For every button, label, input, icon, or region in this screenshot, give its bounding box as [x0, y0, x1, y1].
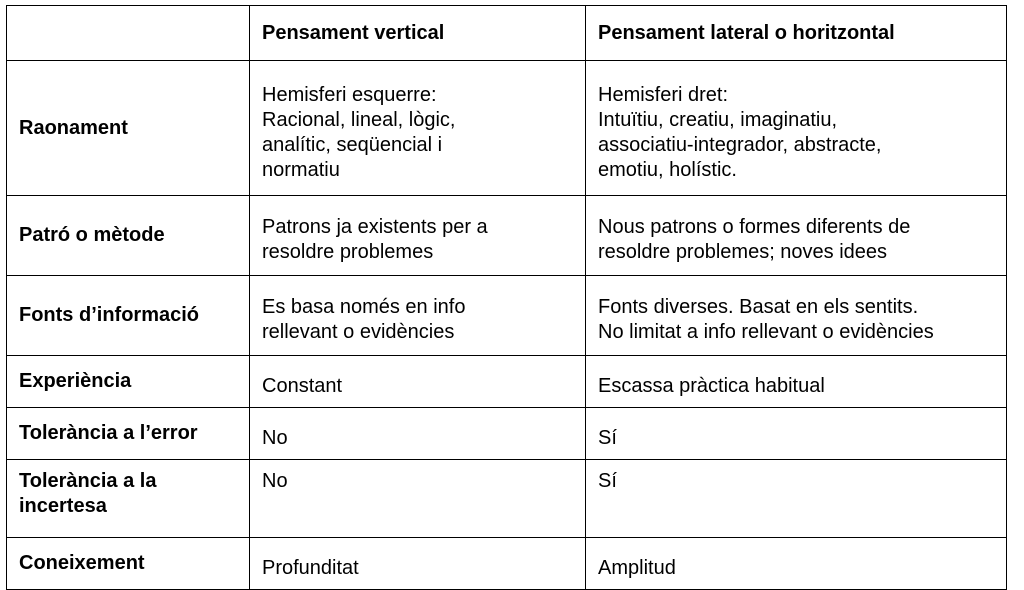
cell-lateral-tolerancia-error — [586, 408, 1007, 460]
cell-vertical-patro — [250, 196, 586, 276]
cell-lateral-fonts — [586, 276, 1007, 356]
row-label-line: Tolerància a la — [19, 470, 157, 492]
row-label-experiencia: Experiència — [7, 356, 250, 408]
row-label-coneixement: Coneixement — [7, 538, 250, 590]
cell-line: Constant — [262, 374, 343, 397]
header-vertical-thinking: Pensament vertical — [250, 6, 586, 61]
cell-line: Sí — [598, 470, 617, 492]
cell-line: Es basa només en info — [262, 296, 466, 318]
cell-line: emotiu, holístic. — [598, 158, 737, 181]
cell-line: analític, seqüencial i — [262, 133, 443, 156]
cell-line: No — [262, 470, 288, 492]
cell-lateral-patro — [586, 196, 1007, 276]
row-label-patro: Patró o mètode — [7, 196, 250, 276]
cell-lateral-experiencia — [586, 356, 1007, 408]
table-row-coneixement — [7, 538, 1007, 590]
table-row-experiencia — [7, 356, 1007, 408]
comparison-table-container — [6, 5, 1007, 590]
cell-lateral-raonament — [586, 61, 1007, 196]
cell-vertical-coneixement — [250, 538, 586, 590]
table-row-tolerancia-error — [7, 408, 1007, 460]
row-label-tolerancia-error: Tolerància a l’error — [7, 408, 250, 460]
header-empty-cell — [7, 6, 250, 61]
cell-line: normatiu — [262, 158, 340, 181]
cell-line: Hemisferi esquerre: — [262, 83, 437, 106]
cell-line: No — [262, 426, 288, 449]
cell-lateral-coneixement — [586, 538, 1007, 590]
cell-line: Sí — [598, 426, 617, 449]
row-label-raonament: Raonament — [7, 61, 250, 196]
row-label-fonts: Fonts d’informació — [7, 276, 250, 356]
cell-line: Fonts diverses. Basat en els sentits. — [598, 296, 919, 318]
cell-line: Patrons ja existents per a — [262, 216, 488, 238]
cell-vertical-tolerancia-incertesa — [250, 460, 586, 538]
row-label-tolerancia-incertesa — [7, 460, 250, 538]
cell-line: No limitat a info rellevant o evidències — [598, 321, 934, 343]
header-lateral-thinking: Pensament lateral o horitzontal — [586, 6, 1007, 61]
cell-vertical-experiencia — [250, 356, 586, 408]
comparison-table — [6, 5, 1007, 590]
cell-line: Amplitud — [598, 556, 676, 579]
cell-vertical-tolerancia-error — [250, 408, 586, 460]
cell-line: Racional, lineal, lògic, — [262, 108, 456, 131]
table-row-fonts — [7, 276, 1007, 356]
table-row-patro — [7, 196, 1007, 276]
table-header-row — [7, 6, 1007, 61]
cell-line: resoldre problemes; noves idees — [598, 241, 888, 263]
cell-line: Escassa pràctica habitual — [598, 374, 825, 397]
cell-line: Hemisferi dret: — [598, 83, 729, 106]
cell-line: rellevant o evidències — [262, 321, 455, 343]
cell-line: Nous patrons o formes diferents de — [598, 216, 911, 238]
cell-lateral-tolerancia-incertesa — [586, 460, 1007, 538]
cell-vertical-raonament — [250, 61, 586, 196]
cell-line: Intuïtiu, creatiu, imaginatiu, — [598, 108, 838, 131]
cell-line: associatiu-integrador, abstracte, — [598, 133, 882, 156]
cell-line: resoldre problemes — [262, 241, 434, 263]
cell-vertical-fonts — [250, 276, 586, 356]
row-label-line: incertesa — [19, 495, 107, 517]
table-row-tolerancia-incertesa — [7, 460, 1007, 538]
cell-line: Profunditat — [262, 556, 359, 579]
table-row-raonament — [7, 61, 1007, 196]
